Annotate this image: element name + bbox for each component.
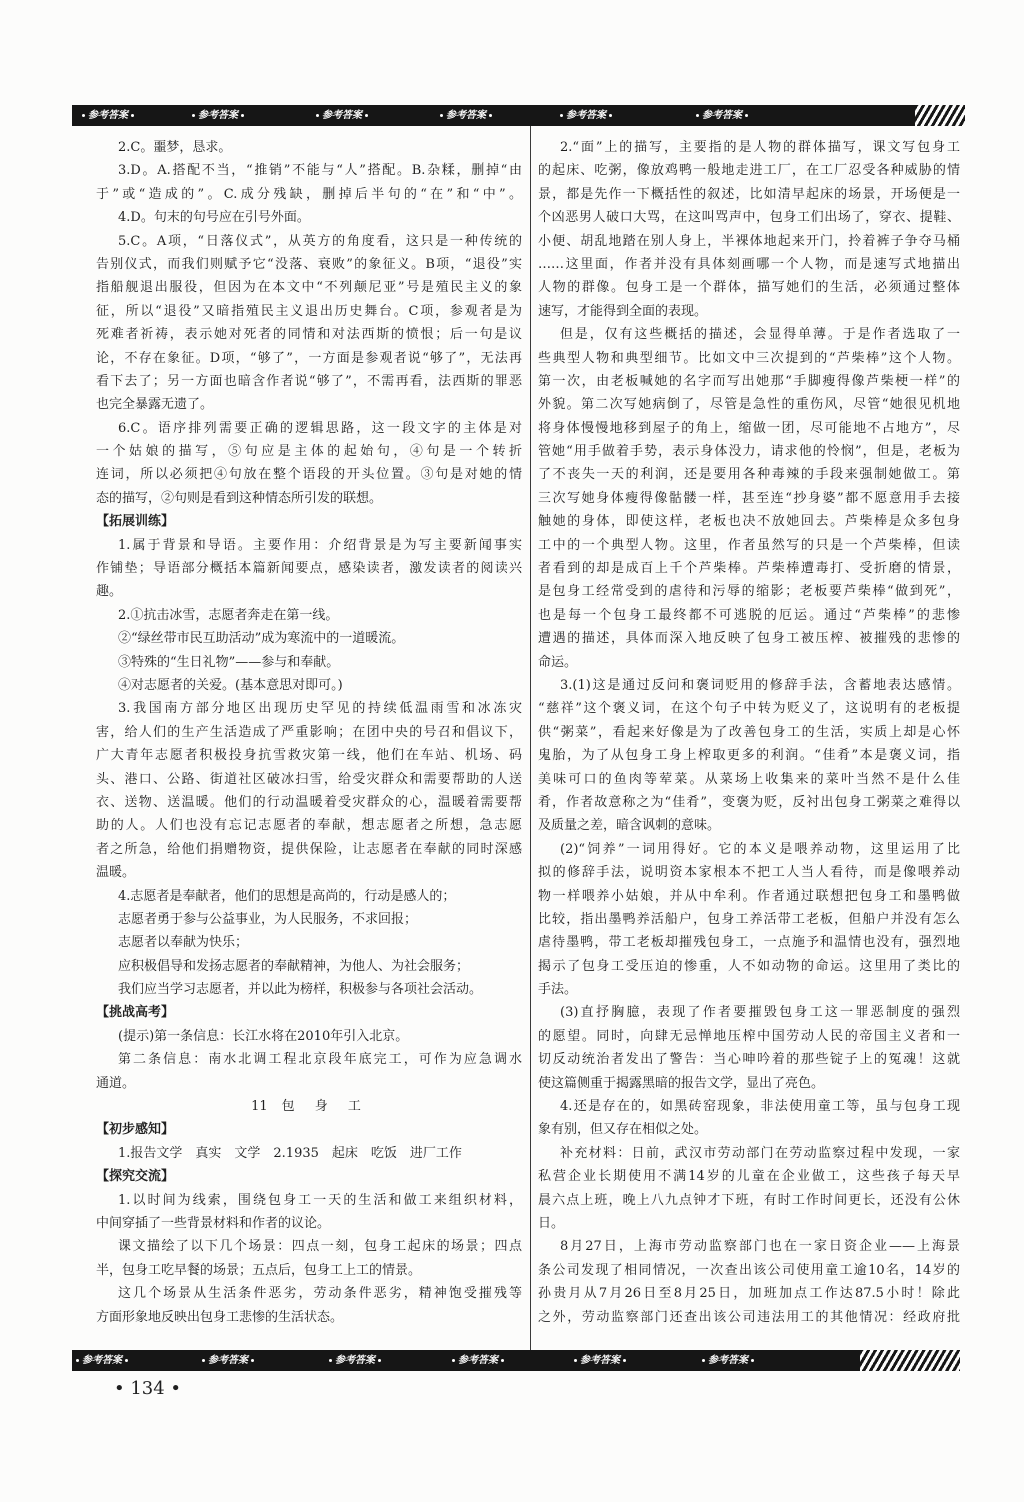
- text-line: 课文描绘了以下几个场景：四点一刻，包身工起床的场景；四点: [118, 1239, 522, 1255]
- text-line: 日。: [538, 1215, 565, 1231]
- text-line: ③特殊的“生日礼物”——参与和奉献。: [118, 654, 340, 670]
- header-tab-label: 参考答案: [188, 105, 248, 126]
- answer-paragraph: [96, 417, 522, 511]
- text-line: 拟的修辞手法，说明资本家根本不把工人当人看待，而是像喂养动: [538, 865, 960, 881]
- answer-paragraph: [96, 651, 522, 674]
- header-tab-label: 参考答案: [78, 105, 138, 126]
- footer-tab-label: 参考答案: [198, 1350, 258, 1371]
- text-line: 小便、胡乱地踏在别人身上，半裸体地起来开门，拎着裤子争夺马桶: [538, 233, 960, 249]
- text-line: 一个姑娘的描写，⑤句应是主体的起始句，④句是一个转折: [96, 444, 522, 460]
- header-stripe-ornament: [915, 105, 965, 126]
- text-line: 2.C。噩梦，恳求。: [118, 140, 232, 155]
- answer-paragraph: [96, 978, 522, 1001]
- text-line: 第一次，由老板喊她的名字而写出她那“手脚瘦得像芦柴梗一样”的: [538, 373, 960, 389]
- text-line: 速写，才能得到全面的表现。: [538, 303, 708, 319]
- text-line: 衣、送物、送温暖。他们的行动温暖着受灾群众的心，温暖着需要帮: [96, 794, 522, 810]
- text-line: 虐待墨鸭，带工老板却摧残包身工，一点施予和温情也没有，强烈地: [538, 935, 960, 951]
- answer-paragraph: [96, 1048, 522, 1095]
- text-line: 者看到的却是成百上千个芦柴棒。芦柴棒遭毒打、受折磨的情景，: [538, 561, 960, 577]
- text-line: 告别仪式，而我们则赋予它“没落、衰败”的象征义。B项，“退役”实: [96, 256, 522, 272]
- answer-paragraph: [538, 838, 960, 1002]
- text-line: 头、港口、公路、街道社区破冰扫雪，给受灾群众和需要帮助的人送: [96, 771, 522, 787]
- text-line: 6.C。语序排列需要正确的逻辑思路，这一段文字的主体是对: [118, 420, 522, 436]
- text-line: 手法。: [538, 982, 578, 998]
- text-line: 的愿望。同时，向肆无忌惮地压榨中国劳动人民的帝国主义者和一: [538, 1028, 960, 1044]
- text-line: 态的描写，②句则是看到这种情态所引发的联想。: [96, 490, 383, 506]
- answer-paragraph: [96, 534, 522, 604]
- text-line: 1.报告文学 真实 文学 2.1935 起床 吃饭 进厂工作: [118, 1145, 462, 1161]
- text-line: 也是每一个包身工最终都不可逃脱的厄运。通过“芦柴棒”的悲惨: [538, 607, 960, 623]
- text-line: ②“绿丝带市民互助活动”成为寒流中的一道暖流。: [118, 631, 405, 647]
- answer-paragraph: [538, 136, 960, 323]
- text-line: 物一样喂养小姑娘，并从中牟利。作者通过联想把包身工和墨鸭做: [538, 888, 960, 904]
- text-line: 鬼胎，为了从包身工身上榨取更多的利润。“佳肴”本是褒义词，指: [538, 748, 960, 764]
- text-line: 4.D。句末的句号应在引号外面。: [118, 210, 310, 226]
- text-line: 触她的身体，即使这样，老板也决不放她回去。芦柴棒是众多包身: [538, 514, 960, 530]
- text-line: 论，不存在象征。D项，“够了”，一方面是参观者说“够了”，无法再: [96, 350, 522, 366]
- footer-tab-label: 参考答案: [570, 1350, 630, 1371]
- text-line: 连词，所以必须把④句放在整个语段的开头位置。③句是对她的情: [96, 467, 522, 483]
- header-tab-label: 参考答案: [692, 105, 752, 126]
- text-line: 死难者祈祷，表示她对死者的同情和对法西斯的愤恨；后一句是议: [96, 327, 522, 343]
- header-tab-label: 参考答案: [556, 105, 616, 126]
- text-line: ④对志愿者的关爱。(基本意思对即可。): [118, 677, 343, 693]
- answer-paragraph: [538, 1235, 960, 1329]
- text-line: 人物的群像。包身工是一个群体，描写她们的生活，必须通过整体: [538, 280, 960, 296]
- footer-stripe-ornament: [860, 1350, 960, 1371]
- answer-paragraph: [96, 604, 522, 627]
- answer-paragraph: [538, 674, 960, 838]
- text-line: 3.D。A.搭配不当，“推销”不能与“人”搭配。B.杂糅，删掉“由: [118, 163, 522, 179]
- answer-paragraph: [96, 1282, 522, 1329]
- text-line: 供“粥菜”，看起来好像是为了改善包身工的生活，实质上却是心怀: [538, 724, 960, 740]
- text-line: 使这篇侧重于揭露黑暗的报告文学，显出了亮色。: [538, 1075, 825, 1091]
- text-line: 工中的一个典型人物。这里，作者虽然写的只是一个芦柴棒，但读: [538, 537, 960, 553]
- text-line: 指船舰退出服役，但因为在本文中“不列颠尼亚”号是殖民主义的象: [96, 280, 522, 296]
- section-heading: 【探究交流】: [96, 1169, 175, 1185]
- text-line: 切反动统治者发出了警告：当心呻吟着的那些锭子上的冤魂！这就: [538, 1052, 960, 1068]
- text-line: 1.以时间为线索，围绕包身工一天的生活和做工来组织材料，: [118, 1192, 522, 1208]
- text-line: 3.(1)这是通过反问和褒词贬用的修辞手法，含蓄地表达感情。: [560, 677, 960, 693]
- text-line: 之外，劳动监察部门还查出该公司违法用工的其他情况：经政府批: [538, 1309, 960, 1325]
- text-line: 看下去了；另一方面也暗含作者说“够了”，不需再看，法西斯的罪恶: [96, 373, 522, 389]
- text-line: 私营企业长期使用不满14岁的儿童在企业做工，这些孩子每天早: [538, 1169, 960, 1185]
- text-line: 命运。: [538, 654, 578, 670]
- text-line: 8月27日，上海市劳动监察部门也在一家日资企业——上海景: [560, 1239, 960, 1255]
- text-line: 5.C。A项，“日落仪式”，从英方的角度看，这只是一种传统的: [118, 233, 522, 249]
- answer-paragraph: [538, 1142, 960, 1236]
- text-line: 比较，指出墨鸭养活船户，包身工养活带工老板，但船户并没有怎么: [538, 911, 960, 927]
- header-tab-label: 参考答案: [436, 105, 496, 126]
- text-line: 管她“用手做着手势，表示身体没力，请求他的怜悯”，但是，老板为: [538, 444, 960, 460]
- answer-paragraph: [96, 1142, 522, 1165]
- footer-tab-label: 参考答案: [448, 1350, 508, 1371]
- text-line: 通道。: [96, 1075, 136, 1091]
- text-line: 这几个场景从生活条件恶劣，劳动条件恶劣，精神饱受摧残等: [118, 1286, 522, 1302]
- page-number: • 134 •: [114, 1378, 182, 1399]
- text-line: 晨六点上班，晚上八九点钟才下班，有时工作时间更长，还没有公休: [538, 1192, 960, 1208]
- answer-paragraph: [96, 908, 522, 931]
- text-line: 应积极倡导和发扬志愿者的奉献精神，为他人、为社会服务；: [118, 958, 470, 974]
- text-line: 3.我国南方部分地区出现历史罕见的持续低温雨雪和冰冻灾: [118, 701, 522, 717]
- text-line: 的起床、吃粥，像放鸡鸭一般地走进工厂，在工厂忍受各种威胁的情: [538, 163, 960, 179]
- text-line: 志愿者以奉献为快乐；: [118, 935, 249, 951]
- text-line: 者之所急，给他们捐赠物资，提供保险，让志愿者在奉献的同时深感: [96, 841, 522, 857]
- column-divider: [530, 126, 531, 1350]
- text-line: 景，都是先作一下概括性的叙述，比如清早起床的场景，开场便是一: [538, 186, 960, 202]
- text-line: 揭示了包身工受压迫的惨重，人不如动物的命运。这里用了类比的: [538, 958, 960, 974]
- answer-paragraph: [96, 931, 522, 954]
- text-line: 害，给人们的生产生活造成了严重影响；在团中央的号召和倡议下，: [96, 724, 522, 740]
- text-line: (提示)第一条信息：长江水将在2010年引入北京。: [118, 1028, 409, 1044]
- answer-paragraph: [538, 1095, 960, 1142]
- answer-paragraph: [96, 697, 522, 884]
- answer-paragraph: [96, 1235, 522, 1282]
- text-line: 2.“面”上的描写，主要指的是人物的群体描写，课文写包身工: [560, 140, 960, 155]
- text-line: 个凶恶男人破口大骂，在这叫骂声中，包身工们出场了，穿衣、提鞋、: [538, 210, 960, 226]
- lesson-title: [96, 1095, 522, 1118]
- answer-paragraph: [96, 206, 522, 229]
- text-line: 第二条信息：南水北调工程北京段年底完工，可作为应急调水: [118, 1052, 522, 1068]
- answer-paragraph: [96, 955, 522, 978]
- footer-tab-label: 参考答案: [698, 1350, 758, 1371]
- footer-tab-label: 参考答案: [72, 1350, 132, 1371]
- text-line: 于”或“造成的”。C.成分残缺，删掉后半句的“在”和“中”。: [96, 186, 522, 202]
- header-tab-label: 参考答案: [312, 105, 372, 126]
- answer-paragraph: [96, 674, 522, 697]
- section-heading: 【初步感知】: [96, 1122, 175, 1138]
- answer-paragraph: [96, 230, 522, 417]
- text-line: 趣。: [96, 584, 123, 600]
- answer-paragraph: [96, 1189, 522, 1236]
- text-line: 1.属于背景和导语。主要作用：介绍背景是为写主要新闻事实: [118, 537, 522, 553]
- answer-paragraph: [538, 323, 960, 674]
- text-line: 2.①抗击冰雪，志愿者奔走在第一线。: [118, 607, 339, 623]
- text-line: 4.志愿者是奉献者，他们的思想是高尚的，行动是感人的；: [118, 888, 456, 904]
- text-line: 是包身工经常受到的虐待和污辱的缩影；老板要芦柴棒“做到死”，: [538, 584, 960, 600]
- text-line: 温暖。: [96, 865, 136, 881]
- text-line: (3)直抒胸臆，表现了作者要摧毁包身工这一罪恶制度的强烈: [560, 1005, 960, 1021]
- text-line: 方面形象地反映出包身工悲惨的生活状态。: [96, 1309, 344, 1325]
- answer-paragraph: [96, 136, 522, 159]
- text-line: 美味可口的鱼肉等荤菜。从菜场上收集来的菜叶当然不是什么佳: [538, 771, 960, 787]
- text-line: 肴，作者故意称之为“佳肴”，变褒为贬，反衬出包身工粥菜之难得以: [538, 794, 960, 810]
- right-column: [538, 136, 960, 1329]
- text-line: 遭遇的描述，具体而深入地反映了包身工被压榨、被摧残的悲惨的: [538, 631, 960, 647]
- text-line: 半，包身工吃早餐的场景；五点后，包身工上工的情景。: [96, 1262, 422, 1278]
- text-line: 三次写她身体瘦得像骷髅一样，甚至连“抄身婆”都不愿意用手去接: [538, 490, 960, 506]
- header-band: [72, 105, 915, 126]
- left-column: [96, 136, 522, 1329]
- text-line: 广大青年志愿者积极投身抗雪救灾第一线，他们在车站、机场、码: [96, 748, 522, 764]
- text-line: 孙贵月从7月26日至8月25日，加班加点工作达87.5小时！除此: [538, 1286, 960, 1302]
- text-line: 补充材料：日前，武汉市劳动部门在劳动监察过程中发现，一家: [560, 1145, 960, 1161]
- answer-paragraph: [96, 627, 522, 650]
- text-line: 象有别，但又存在相似之处。: [538, 1122, 708, 1138]
- text-line: 助的人。人们也没有忘记志愿者的奉献，想志愿者之所想，急志愿: [96, 818, 522, 834]
- text-line: 也完全暴露无遗了。: [96, 397, 214, 413]
- answer-paragraph: [96, 1025, 522, 1048]
- text-line: 了不丧失一天的利润，还是要用各种毒辣的手段来强制她做工。第: [538, 467, 960, 483]
- text-line: 及质量之差，暗含讽刺的意味。: [538, 818, 721, 834]
- text-line: 征，所以“退役”又暗指殖民主义退出历史舞台。C项，参观者是为: [96, 303, 522, 319]
- text-line: ……这里面，作者并没有具体刻画哪一个人物，而是速写式地描出: [538, 256, 960, 272]
- answer-paragraph: [96, 885, 522, 908]
- footer-band: [72, 1350, 860, 1371]
- text-line: 些典型人物和典型细节。比如文中三次提到的“芦柴棒”这个人物。: [538, 350, 960, 366]
- lesson-name: 包 身 工: [281, 1099, 367, 1115]
- text-line: 条公司发现了相同情况，一次查出该公司使用童工逾10名，14岁的: [538, 1262, 960, 1278]
- text-line: 外貌。第二次写她病倒了，尽管是急性的重伤风，尽管“她很见机地: [538, 397, 960, 413]
- text-line: “慈祥”这个褒义词，在这个句子中转为贬义了，这说明有的老板提: [538, 701, 960, 717]
- text-line: 我们应当学习志愿者，并以此为榜样，积极参与各项社会活动。: [118, 982, 483, 998]
- answer-paragraph: [96, 159, 522, 206]
- text-line: 志愿者勇于参与公益事业，为人民服务，不求回报；: [118, 911, 418, 927]
- text-line: (2)“饲养”一词用得好。它的本义是喂养动物，这里运用了比: [560, 841, 960, 857]
- text-line: 中间穿插了一些背景材料和作者的议论。: [96, 1215, 331, 1231]
- section-heading: 【拓展训练】: [96, 514, 175, 530]
- text-line: 将身体慢慢地移到屋子的角上，缩做一团，尽可能地不占地方”，尽: [538, 420, 960, 436]
- answer-paragraph: [538, 1001, 960, 1095]
- text-line: 但是，仅有这些概括的描述，会显得单薄。于是作者选取了一: [560, 327, 960, 343]
- lesson-number: 11: [251, 1099, 268, 1115]
- text-line: 作铺垫；导语部分概括本篇新闻要点，感染读者，激发读者的阅读兴: [96, 561, 522, 577]
- footer-tab-label: 参考答案: [325, 1350, 385, 1371]
- text-line: 4.还是存在的，如黑砖窑现象，非法使用童工等，虽与包身工现: [560, 1099, 960, 1115]
- section-heading: 【挑战高考】: [96, 1005, 175, 1021]
